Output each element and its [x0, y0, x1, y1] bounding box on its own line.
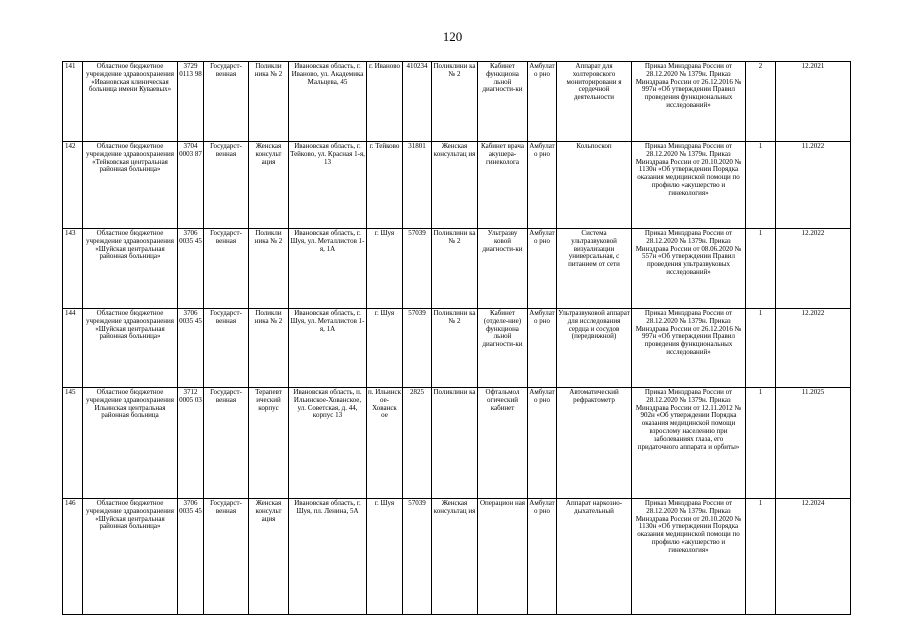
date-cell: 12.2022: [776, 309, 851, 388]
care-type-cell: Амбулато рно: [528, 309, 557, 388]
room-cell: Офтальмол огический кабинет: [478, 388, 528, 499]
row-number: 144: [63, 309, 83, 388]
ownership-cell: Государст-венная: [204, 388, 249, 499]
quantity-cell: 1: [746, 229, 776, 309]
unit-cell: Терапевт ический корпус: [249, 388, 289, 499]
date-cell: 12.2022: [776, 229, 851, 309]
room-cell: Ультразву ковой диагности-ки: [478, 229, 528, 309]
order-cell: Приказ Минздрава России от 28.12.2020 № 1379н. Приказ Минздрава России от 26.12.2016 № 997н «Об утверждении Правил проведения функциональных исследований»: [632, 309, 746, 388]
locality-cell: г. Иваново: [367, 62, 403, 142]
row-number: 142: [63, 142, 83, 229]
equipment-cell: Ультразвуковой аппарат для исследования сердца и сосудов (передвижной): [557, 309, 632, 388]
ownership-cell: Государст-венная: [204, 309, 249, 388]
table-row: [63, 499, 851, 615]
ownership-cell: Государст-венная: [204, 499, 249, 615]
code-cell: 3712 0005 03: [178, 388, 204, 499]
organization-cell: Областное бюджетное учреждение здравоохранения «Ивановская клиническая больница имени Куваевых»: [83, 62, 178, 142]
room-cell: Кабинет врача акушера-гинеколога: [478, 142, 528, 229]
locality-cell: г. Шуя: [367, 309, 403, 388]
care-type-cell: Амбулато рно: [528, 499, 557, 615]
ownership-cell: Государст-венная: [204, 62, 249, 142]
code-cell: 3706 0035 45: [178, 309, 204, 388]
quantity-cell: 1: [746, 309, 776, 388]
ownership-cell: Государст-венная: [204, 229, 249, 309]
date-cell: 12.2024: [776, 499, 851, 615]
order-cell: Приказ Минздрава России от 28.12.2020 № 1379н. Приказ Минздрава России от 12.11.2012 № 902н «Об утверждении Порядка оказания медицинской помощи взрослому населению при заболеваниях глаза, его придаточного аппарата и орбиты»: [632, 388, 746, 499]
quantity-cell: 1: [746, 388, 776, 499]
date-cell: 11.2025: [776, 388, 851, 499]
ownership-cell: Государст-венная: [204, 142, 249, 229]
order-cell: Приказ Минздрава России от 28.12.2020 № 1379н. Приказ Минздрава России от 08.06.2020 № 557н «Об утверждении Правил проведения ультразвуковых исследований»: [632, 229, 746, 309]
locality-cell: г. Тейково: [367, 142, 403, 229]
care-type-cell: Амбулато рно: [528, 142, 557, 229]
index-cell: 57039: [403, 229, 432, 309]
table-row: [63, 229, 851, 309]
address-cell: Ивановская область, г. Шуя, ул. Металлистов 1-я, 1А: [289, 229, 367, 309]
locality-cell: г. Шуя: [367, 229, 403, 309]
table-row: [63, 388, 851, 499]
organization-cell: Областное бюджетное учреждение здравоохранения «Тейковская центральная районная больница»: [83, 142, 178, 229]
index-cell: 57039: [403, 499, 432, 615]
equipment-cell: Система ультразвуковой визуализации универсальная, с питанием от сети: [557, 229, 632, 309]
table-row: [63, 142, 851, 229]
organization-cell: Областное бюджетное учреждение здравоохранения «Шуйская центральная районная больница»: [83, 499, 178, 615]
page-number: 120: [442, 29, 463, 44]
quantity-cell: 1: [746, 142, 776, 229]
department-cell: Поликлини ка: [432, 388, 478, 499]
order-cell: Приказ Минздрава России от 28.12.2020 № 1379н. Приказ Минздрава России от 20.10.2020 № 1130н «Об утверждении Порядка оказания медицинской помощи по профилю «акушерство и гинекология»: [632, 142, 746, 229]
address-cell: Ивановская область, г. Шуя, ул. Металлистов 1-я, 1А: [289, 309, 367, 388]
address-cell: Ивановская область, п. Ильинское-Хованское, ул. Советская, д. 44, корпус 13: [289, 388, 367, 499]
unit-cell: Поликли ника № 2: [249, 229, 289, 309]
index-cell: 410234: [403, 62, 432, 142]
unit-cell: Женская консульт ация: [249, 499, 289, 615]
organization-cell: Областное бюджетное учреждение здравоохранения «Шуйская центральная районная больница»: [83, 229, 178, 309]
row-number: 145: [63, 388, 83, 499]
address-cell: Ивановская область, г. Иваново, ул. Академика Мальцева, 45: [289, 62, 367, 142]
order-cell: Приказ Минздрава России от 28.12.2020 № 1379н. Приказ Минздрава России от 26.12.2016 № 997н «Об утверждении Правил проведения функциональных исследований»: [632, 62, 746, 142]
order-cell: Приказ Минздрава России от 28.12.2020 № 1379н. Приказ Минздрава России от 20.10.2020 № 1130н «Об утверждении Порядка оказания медицинской помощи по профилю «акушерство и гинекология»: [632, 499, 746, 615]
equipment-cell: Кольпоскоп: [557, 142, 632, 229]
row-number: 141: [63, 62, 83, 142]
date-cell: 12.2021: [776, 62, 851, 142]
equipment-cell: Автоматический рефрактометр: [557, 388, 632, 499]
index-cell: 57039: [403, 309, 432, 388]
department-cell: Поликлини ка № 2: [432, 309, 478, 388]
quantity-cell: 2: [746, 62, 776, 142]
equipment-cell: Аппарат для холтеровского мониторировани я сердечной деятельности: [557, 62, 632, 142]
address-cell: Ивановская область, г. Шуя, пл. Ленина, 5А: [289, 499, 367, 615]
row-number: 146: [63, 499, 83, 615]
department-cell: Поликлини ка № 2: [432, 62, 478, 142]
department-cell: Поликлини ка № 2: [432, 229, 478, 309]
equipment-cell: Аппарат наркозно-дыхательный: [557, 499, 632, 615]
code-cell: 3706 0035 45: [178, 229, 204, 309]
date-cell: 11.2022: [776, 142, 851, 229]
unit-cell: Поликли ника № 2: [249, 62, 289, 142]
department-cell: Женская консультац ия: [432, 499, 478, 615]
equipment-registry-table: [62, 61, 851, 615]
room-cell: Операцион ная: [478, 499, 528, 615]
unit-cell: Поликли ника № 2: [249, 309, 289, 388]
care-type-cell: Амбулато рно: [528, 229, 557, 309]
table-row: [63, 62, 851, 142]
unit-cell: Женская консульт ация: [249, 142, 289, 229]
room-cell: Кабинет функциона льной диагности-ки: [478, 62, 528, 142]
organization-cell: Областное бюджетное учреждение здравоохранения Ильинская центральная районная больница: [83, 388, 178, 499]
care-type-cell: Амбулато рно: [528, 388, 557, 499]
code-cell: 3704 0003 87: [178, 142, 204, 229]
department-cell: Женская консультац ия: [432, 142, 478, 229]
table-row: [63, 309, 851, 388]
address-cell: Ивановская область, г. Тейково, ул. Красная 1-я, 13: [289, 142, 367, 229]
locality-cell: г. Шуя: [367, 499, 403, 615]
code-cell: 3729 0113 98: [178, 62, 204, 142]
index-cell: 2825: [403, 388, 432, 499]
code-cell: 3706 0035 45: [178, 499, 204, 615]
locality-cell: п. Ильинск ое-Хованск ое: [367, 388, 403, 499]
row-number: 143: [63, 229, 83, 309]
organization-cell: Областное бюджетное учреждение здравоохранения «Шуйская центральная районная больница»: [83, 309, 178, 388]
care-type-cell: Амбулато рно: [528, 62, 557, 142]
index-cell: 31801: [403, 142, 432, 229]
quantity-cell: 1: [746, 499, 776, 615]
room-cell: Кабинет (отделе-ние) функциона льной диагности-ки: [478, 309, 528, 388]
